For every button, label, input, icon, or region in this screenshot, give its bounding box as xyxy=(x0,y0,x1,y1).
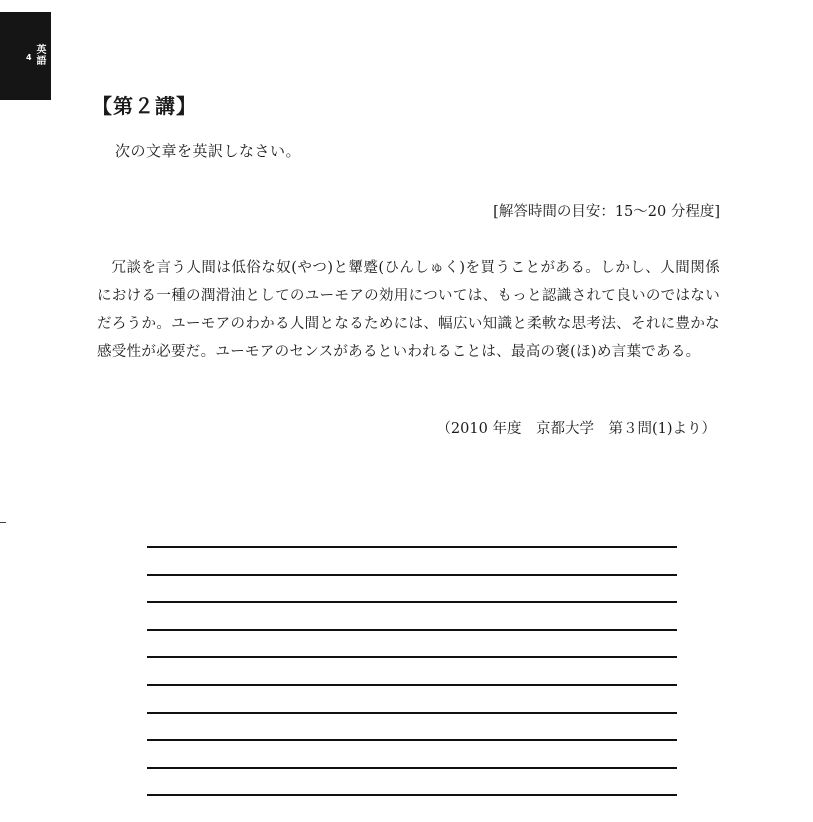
answer-line[interactable] xyxy=(147,739,677,767)
answer-line[interactable] xyxy=(147,684,677,712)
answer-writing-area[interactable] xyxy=(147,546,677,822)
source-citation: （2010 年度 京都大学 第３問(1)より） xyxy=(436,421,716,437)
answer-line[interactable] xyxy=(147,656,677,684)
answer-line[interactable] xyxy=(147,574,677,602)
japanese-passage: 冗談を言う人間は低俗な奴(やつ)と顰蹙(ひんしゅく)を買うことがある。しかし、人間関係における一種の潤滑油としてのユーモアの効用については、もっと認識されて良いのではないだろうか。ユーモアのわかる人間となるためには、幅広い知識と柔軟な思考法、それに豊かな感受性が必要だ。ユーモアのセンスがあるといわれることは、最高の褒(ほ)め言葉である。 xyxy=(97,260,720,360)
margin-tick-mark xyxy=(0,522,6,523)
answer-line[interactable] xyxy=(147,546,677,574)
answer-line[interactable] xyxy=(147,629,677,657)
chapter-number: 4 xyxy=(26,53,32,62)
answer-line[interactable] xyxy=(147,767,677,795)
answer-line[interactable] xyxy=(147,794,677,822)
answer-line[interactable] xyxy=(147,712,677,740)
answer-line[interactable] xyxy=(147,601,677,629)
instruction-text: 次の文章を英訳しなさい。 xyxy=(115,142,302,160)
time-guide: [解答時間の目安：15〜20 分程度] xyxy=(493,204,720,220)
lecture-title: 【第２講】 xyxy=(92,94,197,118)
subject-tab xyxy=(0,12,51,100)
subject-label: 英語 xyxy=(36,45,47,67)
